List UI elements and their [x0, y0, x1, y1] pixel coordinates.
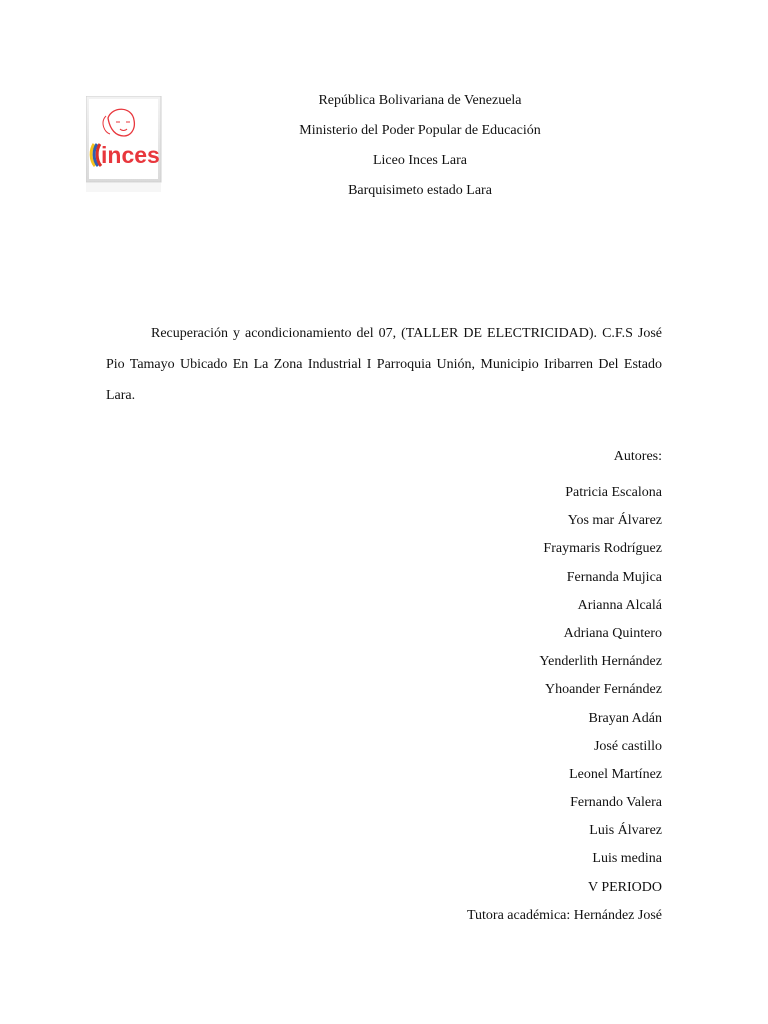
- project-title: Recuperación y acondicionamiento del 07, (TALLER DE ELECTRICIDAD). C.F.S José Pio Tamayo Ubicado En La Zona Industrial I Parroquia Unión, Municipio Iribarren Del Estado Lara.: [106, 326, 662, 403]
- period-label: V PERIODO: [587, 879, 662, 895]
- author-name: Fraymaris Rodríguez: [543, 541, 662, 557]
- author-name: Yenderlith Hernández: [539, 654, 662, 670]
- header-country: República Bolivariana de Venezuela: [318, 93, 522, 108]
- header-ministry: Ministerio del Poder Popular de Educación: [299, 123, 541, 138]
- author-name: Arianna Alcalá: [577, 597, 662, 613]
- tutor-label: Tutora académica: Hernández José: [466, 907, 662, 923]
- authors-list: [262, 447, 662, 934]
- authors-label: Autores:: [613, 449, 662, 464]
- author-name: Yhoander Fernández: [544, 682, 662, 698]
- author-name: Fernanda Mujica: [566, 569, 662, 585]
- author-name: Adriana Quintero: [563, 625, 662, 641]
- header-city: Barquisimeto estado Lara: [348, 183, 492, 198]
- author-name: Fernando Valera: [570, 795, 662, 811]
- author-name: Luis medina: [592, 851, 662, 867]
- author-name: Patricia Escalona: [565, 485, 662, 500]
- inces-logo: [86, 96, 162, 192]
- author-name: Luis Álvarez: [589, 823, 662, 839]
- header-school: Liceo Inces Lara: [372, 153, 468, 168]
- logo-text: inces: [101, 142, 160, 168]
- institution-header: [178, 91, 662, 211]
- author-name: Brayan Adán: [588, 710, 662, 726]
- author-name: Leonel Martínez: [569, 766, 662, 782]
- author-name: José castillo: [593, 738, 662, 754]
- author-name: Yos mar Álvarez: [567, 513, 662, 529]
- inces-logo-image: [86, 96, 162, 192]
